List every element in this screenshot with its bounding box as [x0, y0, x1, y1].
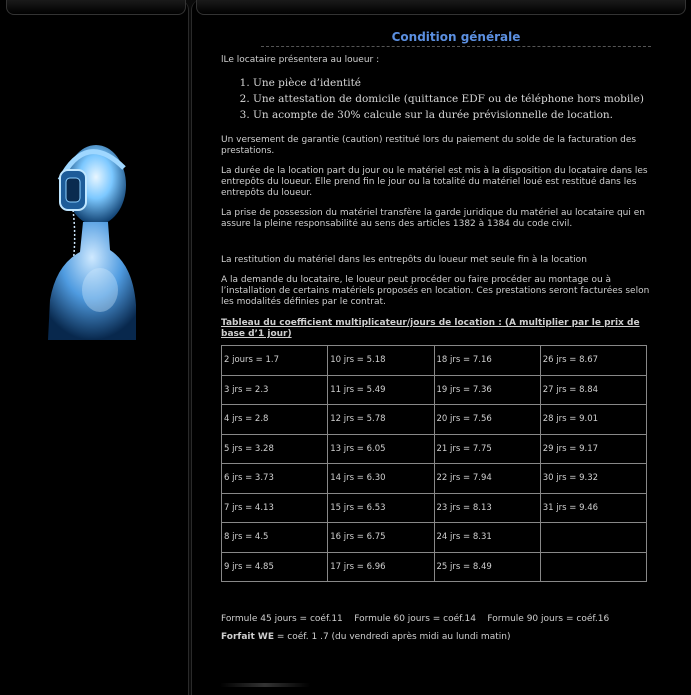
table-cell: 20 jrs = 7.56 — [434, 405, 540, 435]
table-cell: 25 jrs = 8.49 — [434, 552, 540, 582]
table-title: Tableau du coefficient multiplicateur/jours de location : (A multiplier par le prix de base d’1 jour) — [221, 318, 640, 339]
table-cell: 17 jrs = 6.96 — [328, 552, 434, 582]
table-row — [222, 405, 647, 435]
left-frame-top — [6, 0, 186, 15]
main-frame-top — [196, 0, 686, 15]
intro-text: lLe locataire présentera au loueur : — [221, 55, 380, 65]
forfait-label: Forfait WE — [221, 632, 274, 642]
coefficient-table — [221, 345, 647, 582]
list-item: 1. Une pièce d’identité — [253, 77, 651, 89]
table-cell: 14 jrs = 6.30 — [328, 464, 434, 494]
table-cell: 24 jrs = 8.31 — [434, 523, 540, 553]
table-cell: 6 jrs = 3.73 — [222, 464, 328, 494]
table-cell: 5 jrs = 3.28 — [222, 434, 328, 464]
table-row — [222, 346, 647, 376]
table-cell: 3 jrs = 2.3 — [222, 375, 328, 405]
table-row — [222, 493, 647, 523]
table-cell: 2 jours = 1.7 — [222, 346, 328, 376]
headphone-figure-illustration — [38, 130, 140, 340]
table-cell: 12 jrs = 5.78 — [328, 405, 434, 435]
table-cell: 7 jrs = 4.13 — [222, 493, 328, 523]
bottom-decoration — [220, 683, 310, 687]
table-cell: 4 jrs = 2.8 — [222, 405, 328, 435]
page-title: Condition générale — [391, 30, 521, 44]
table-cell: 31 jrs = 9.46 — [540, 493, 646, 523]
paragraph-responsibility: La prise de possession du matériel transfère la garde juridique du matériel au locataire qui en assure la pleine responsabilité au sens des articles 1382 à 1384 du code civil. — [221, 208, 645, 229]
paragraph-installation: A la demande du locataire, le loueur peut procéder ou faire procéder au montage ou à l’installation de certains matériels proposés en location. Ces prestations seront facturées selon les modalités définies par le contrat. — [221, 275, 650, 307]
table-cell — [540, 552, 646, 582]
table-cell: 29 jrs = 9.17 — [540, 434, 646, 464]
table-cell: 10 jrs = 5.18 — [328, 346, 434, 376]
table-cell: 19 jrs = 7.36 — [434, 375, 540, 405]
table-cell: 18 jrs = 7.16 — [434, 346, 540, 376]
content-area — [221, 30, 651, 642]
forfait-line — [221, 632, 651, 642]
table-cell: 22 jrs = 7.94 — [434, 464, 540, 494]
table-cell: 11 jrs = 5.49 — [328, 375, 434, 405]
table-cell: 30 jrs = 9.32 — [540, 464, 646, 494]
list-item: 2. Une attestation de domicile (quittance EDF ou de téléphone hors mobile) — [253, 93, 651, 105]
paragraph-restitution: La restitution du matériel dans les entrepôts du loueur met seule fin à la location — [221, 255, 587, 265]
table-cell: 27 jrs = 8.84 — [540, 375, 646, 405]
table-cell: 26 jrs = 8.67 — [540, 346, 646, 376]
formulas-line: Formule 45 jours = coéf.11 Formule 60 jours = coéf.14 Formule 90 jours = coéf.16 — [221, 614, 610, 624]
left-sidebar — [0, 0, 189, 695]
table-row — [222, 552, 647, 582]
forfait-text: = coéf. 1 .7 (du vendredi après midi au lundi matin) — [274, 632, 511, 642]
paragraph-duration: La durée de la location part du jour ou le matériel est mis à la disposition du locataire dans les entrepôts du loueur. Elle prend fin le jour ou la totalité du matériel loué est restitué dans les entrepôts du loueur. — [221, 166, 648, 198]
table-cell: 28 jrs = 9.01 — [540, 405, 646, 435]
table-cell: 21 jrs = 7.75 — [434, 434, 540, 464]
table-cell: 15 jrs = 6.53 — [328, 493, 434, 523]
table-cell: 23 jrs = 8.13 — [434, 493, 540, 523]
table-cell: 16 jrs = 6.75 — [328, 523, 434, 553]
title-divider — [261, 46, 651, 47]
list-item: 3. Un acompte de 30% calcule sur la durée prévisionnelle de location. — [253, 109, 651, 121]
required-documents-list — [221, 77, 651, 121]
table-cell — [540, 523, 646, 553]
table-cell: 9 jrs = 4.85 — [222, 552, 328, 582]
table-cell: 8 jrs = 4.5 — [222, 523, 328, 553]
table-cell: 13 jrs = 6.05 — [328, 434, 434, 464]
paragraph-caution: Un versement de garantie (caution) restitué lors du paiement du solde de la facturation des prestations. — [221, 135, 637, 156]
table-row — [222, 434, 647, 464]
table-row — [222, 523, 647, 553]
spacer — [221, 239, 651, 255]
table-row — [222, 464, 647, 494]
table-row — [222, 375, 647, 405]
